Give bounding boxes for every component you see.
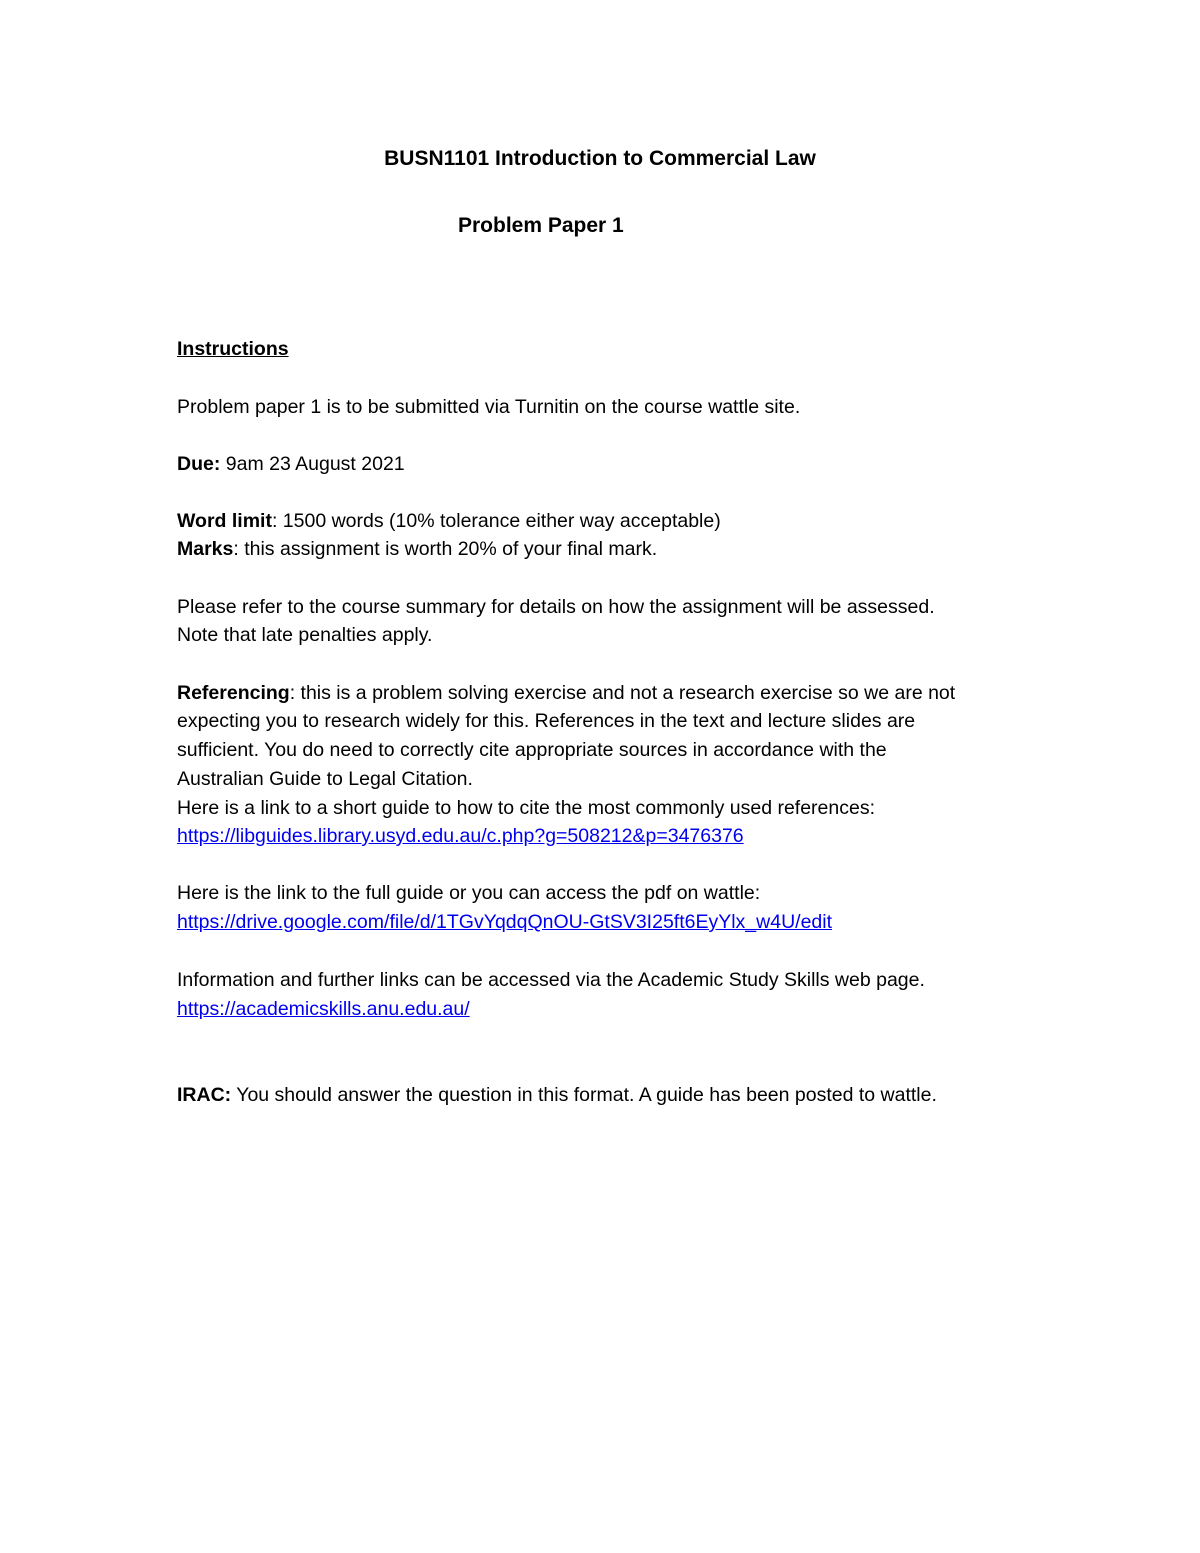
due-line <box>177 452 405 476</box>
irac-text: You should answer the question in this format. A guide has been posted to wattle. <box>231 1084 937 1106</box>
due-value: 9am 23 August 2021 <box>220 453 405 475</box>
word-limit-line <box>177 509 721 533</box>
course-title: BUSN1101 Introduction to Commercial Law <box>384 147 816 170</box>
referencing-text-1: : this is a problem solving exercise and not a research exercise so we are not <box>289 682 956 704</box>
instructions-heading: Instructions <box>177 338 289 360</box>
irac-line <box>177 1083 937 1107</box>
word-limit-value: : 1500 words (10% tolerance either way acceptable) <box>271 510 721 532</box>
marks-value: : this assignment is worth 20% of your final mark. <box>233 538 658 560</box>
marks-label: Marks <box>177 538 234 560</box>
skills-link[interactable]: https://academicskills.anu.edu.au/ <box>177 998 470 1020</box>
full-guide-link[interactable]: https://drive.google.com/file/d/1TGvYqdqQnOU-GtSV3I25ft6EyYlx_w4U/edit <box>177 911 833 933</box>
assessment-line-2: Note that late penalties apply. <box>177 624 433 646</box>
referencing-line-4: Australian Guide to Legal Citation. <box>177 768 473 790</box>
referencing-label: Referencing <box>177 682 290 704</box>
irac-label: IRAC: <box>177 1084 232 1106</box>
paper-title: Problem Paper 1 <box>458 214 624 237</box>
referencing-line-3: sufficient. You do need to correctly cite appropriate sources in accordance with the <box>177 739 887 761</box>
referencing-line-1 <box>177 681 955 705</box>
short-guide-link[interactable]: https://libguides.library.usyd.edu.au/c.php?g=508212&p=3476376 <box>177 825 744 847</box>
assessment-line-1: Please refer to the course summary for details on how the assignment will be assessed. <box>177 596 935 618</box>
due-label: Due: <box>177 453 221 475</box>
referencing-line-2: expecting you to research widely for this. References in the text and lecture slides are <box>177 710 916 732</box>
marks-line <box>177 537 657 561</box>
short-guide-text: Here is a link to a short guide to how to cite the most commonly used references: <box>177 797 876 819</box>
full-guide-text: Here is the link to the full guide or you can access the pdf on wattle: <box>177 882 761 904</box>
word-limit-label: Word limit <box>177 510 272 532</box>
skills-text: Information and further links can be accessed via the Academic Study Skills web page. <box>177 969 925 991</box>
submission-text: Problem paper 1 is to be submitted via Turnitin on the course wattle site. <box>177 396 801 418</box>
